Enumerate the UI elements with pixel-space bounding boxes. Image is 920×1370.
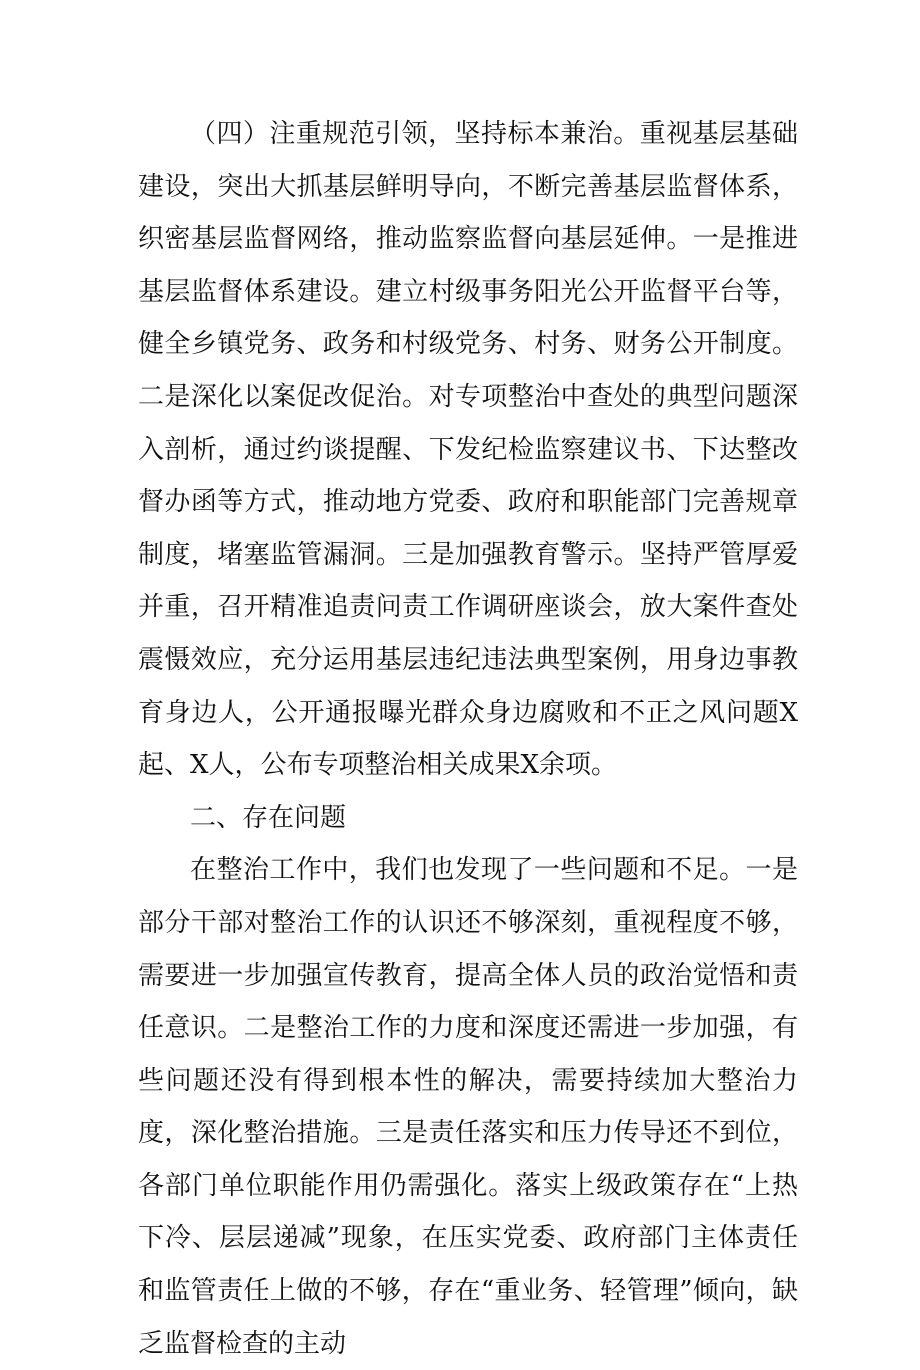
section-heading-existing-problems: 二、存在问题 — [190, 802, 347, 833]
document-body — [138, 108, 798, 1370]
paragraph-standards-guidance: （四）注重规范引领，坚持标本兼治。重视基层基础建设，突出大抓基层鲜明导向，不断完善基层监督体系，织密基层监督网络，推动监察监督向基层延伸。一是推进基层监督体系建设。建立村级事务阳光公开监督平台等，健全乡镇党务、政务和村级党务、村务、财务公开制度。二是深化以案促改促治。对专项整治中查处的典型问题深入剖析，通过约谈提醒、下发纪检监察建议书、下达整改督办函等方式，推动地方党委、政府和职能部门完善规章制度，堵塞监管漏洞。三是加强教育警示。坚持严管厚爱并重，召开精准追责问责工作调研座谈会，放大案件查处震慑效应，充分运用基层违纪违法典型案例，用身边事教育身边人，公开通报曝光群众身边腐败和不正之风问题X起、X人，公布专项整治相关成果X余项。 — [138, 119, 798, 781]
paragraph-problems: 在整治工作中，我们也发现了一些问题和不足。一是部分干部对整治工作的认识还不够深刻，重视程度不够，需要进一步加强宣传教育，提高全体人员的政治觉悟和责任意识。二是整治工作的力度和深度还需进一步加强，有些问题还没有得到根本性的解决，需要持续加大整治力度，深化整治措施。三是责任落实和压力传导还不到位，各部门单位职能作用仍需强化。落实上级政策存在“上热下冷、层层递减”现象，在压实党委、政府部门主体责任和监管责任上做的不够，存在“重业务、轻管理”倾向，缺乏监督检查的主动 — [138, 855, 798, 1359]
